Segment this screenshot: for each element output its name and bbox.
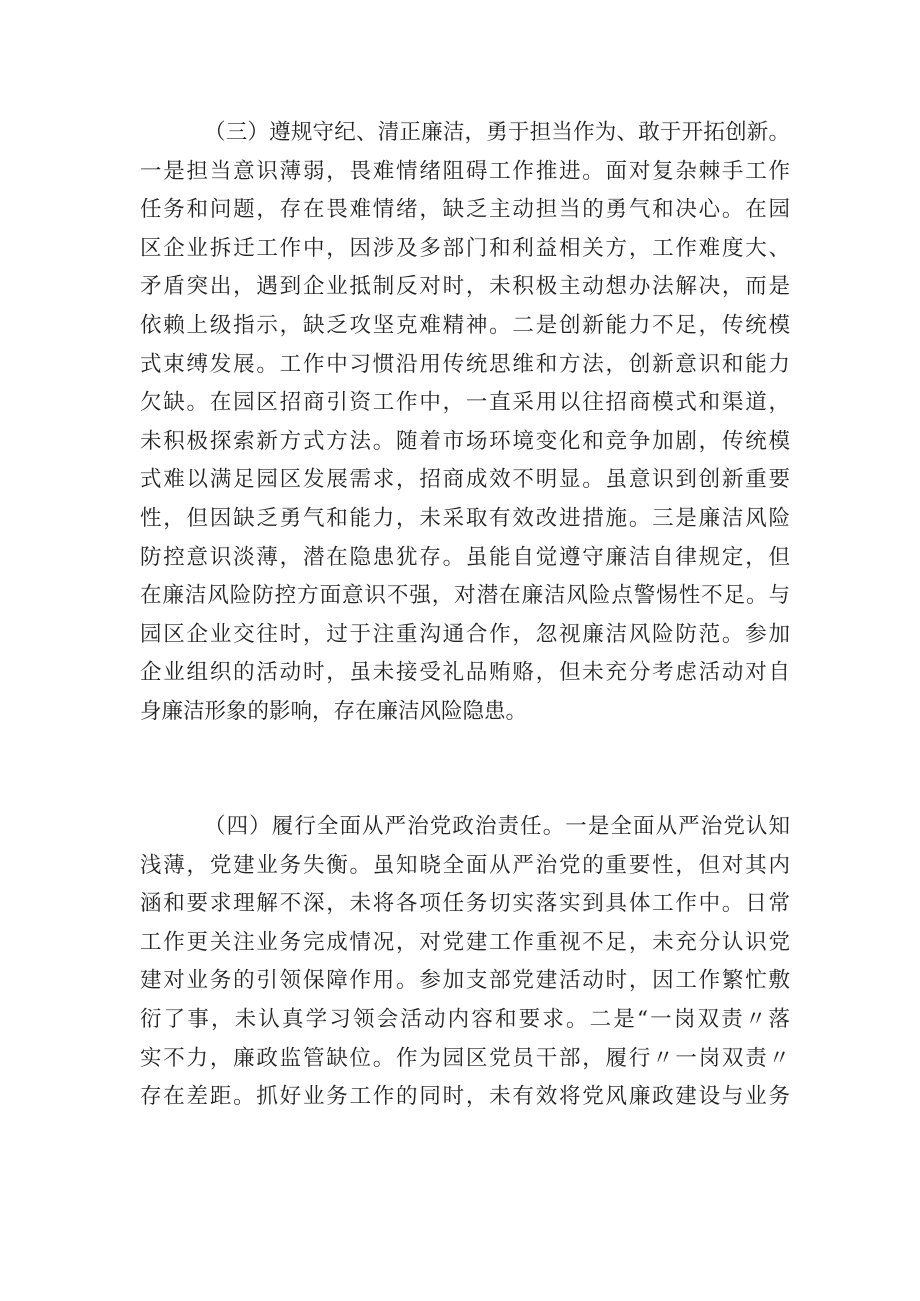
paragraph-line: 园区企业交往时，过于注重沟通合作，忽视廉洁风险防范。参加 — [140, 621, 790, 647]
paragraph-line: 在廉洁风险防控方面意识不强，对潜在廉洁风险点警惕性不足。与 — [140, 583, 790, 609]
paragraph-line: 身廉洁形象的影响，存在廉洁风险隐患。 — [140, 698, 528, 724]
paragraph-line: 衍了事，未认真学习领会活动内容和要求。二是“一岗双责〃落 — [140, 1006, 790, 1032]
paragraph-line: 存在差距。抓好业务工作的同时，未有效将党风廉政建设与业务 — [140, 1084, 790, 1110]
paragraph-line: 浅薄，党建业务失衡。虽知晓全面从严治党的重要性，但对其内 — [140, 852, 790, 878]
paragraph-section-4 — [140, 808, 790, 1117]
paragraph-line: 一是担当意识薄弱，畏难情绪阻碍工作推进。面对复杂棘手工作 — [140, 158, 790, 184]
paragraph-line: 建对业务的引领保障作用。参加支部党建活动时，因工作繁忙敷 — [140, 968, 790, 994]
paragraph-line: 依赖上级指示，缺乏攻坚克难精神。二是创新能力不足，传统模 — [140, 312, 790, 338]
paragraph-line: 区企业拆迁工作中，因涉及多部门和利益相关方，工作难度大、 — [140, 235, 790, 261]
paragraph-line: 实不力，廉政监管缺位。作为园区党员干部，履行〃一岗双责〃 — [140, 1045, 790, 1071]
paragraph-line: （三）遵规守纪、清正廉洁，勇于担当作为、敢于开拓创新。 — [204, 120, 790, 145]
paragraph-line: 任务和问题，存在畏难情绪，缺乏主动担当的勇气和决心。在园 — [140, 197, 790, 223]
paragraph-line: 涵和要求理解不深，未将各项任务切实落实到具体工作中。日常 — [140, 891, 790, 917]
paragraph-line: 防控意识淡薄，潜在隐患犹存。虽能自觉遵守廉洁自律规定，但 — [140, 544, 790, 570]
paragraph-line: 欠缺。在园区招商引资工作中，一直采用以往招商模式和渠道， — [140, 390, 790, 416]
paragraph-line: 式束缚发展。工作中习惯沿用传统思维和方法，创新意识和能力 — [140, 351, 790, 377]
paragraph-line: （四）履行全面从严治党政治责任。一是全面从严治党认知 — [204, 814, 790, 839]
paragraph-line: 企业组织的活动时，虽未接受礼品贿赂，但未充分考虑活动对自 — [140, 660, 790, 686]
paragraph-line: 工作更关注业务完成情况，对党建工作重视不足，未充分认识党 — [140, 929, 790, 955]
paragraph-line: 未积极探索新方式方法。随着市场环境变化和竞争加剧，传统模 — [140, 428, 790, 454]
paragraph-line: 性，但因缺乏勇气和能力，未采取有效改进措施。三是廉洁风险 — [140, 505, 790, 531]
paragraph-line: 矛盾突出，遇到企业抵制反对时，未积极主动想办法解决，而是 — [140, 274, 790, 300]
paragraph-line: 式难以满足园区发展需求，招商成效不明显。虽意识到创新重要 — [140, 467, 790, 493]
paragraph-section-3 — [140, 114, 790, 732]
